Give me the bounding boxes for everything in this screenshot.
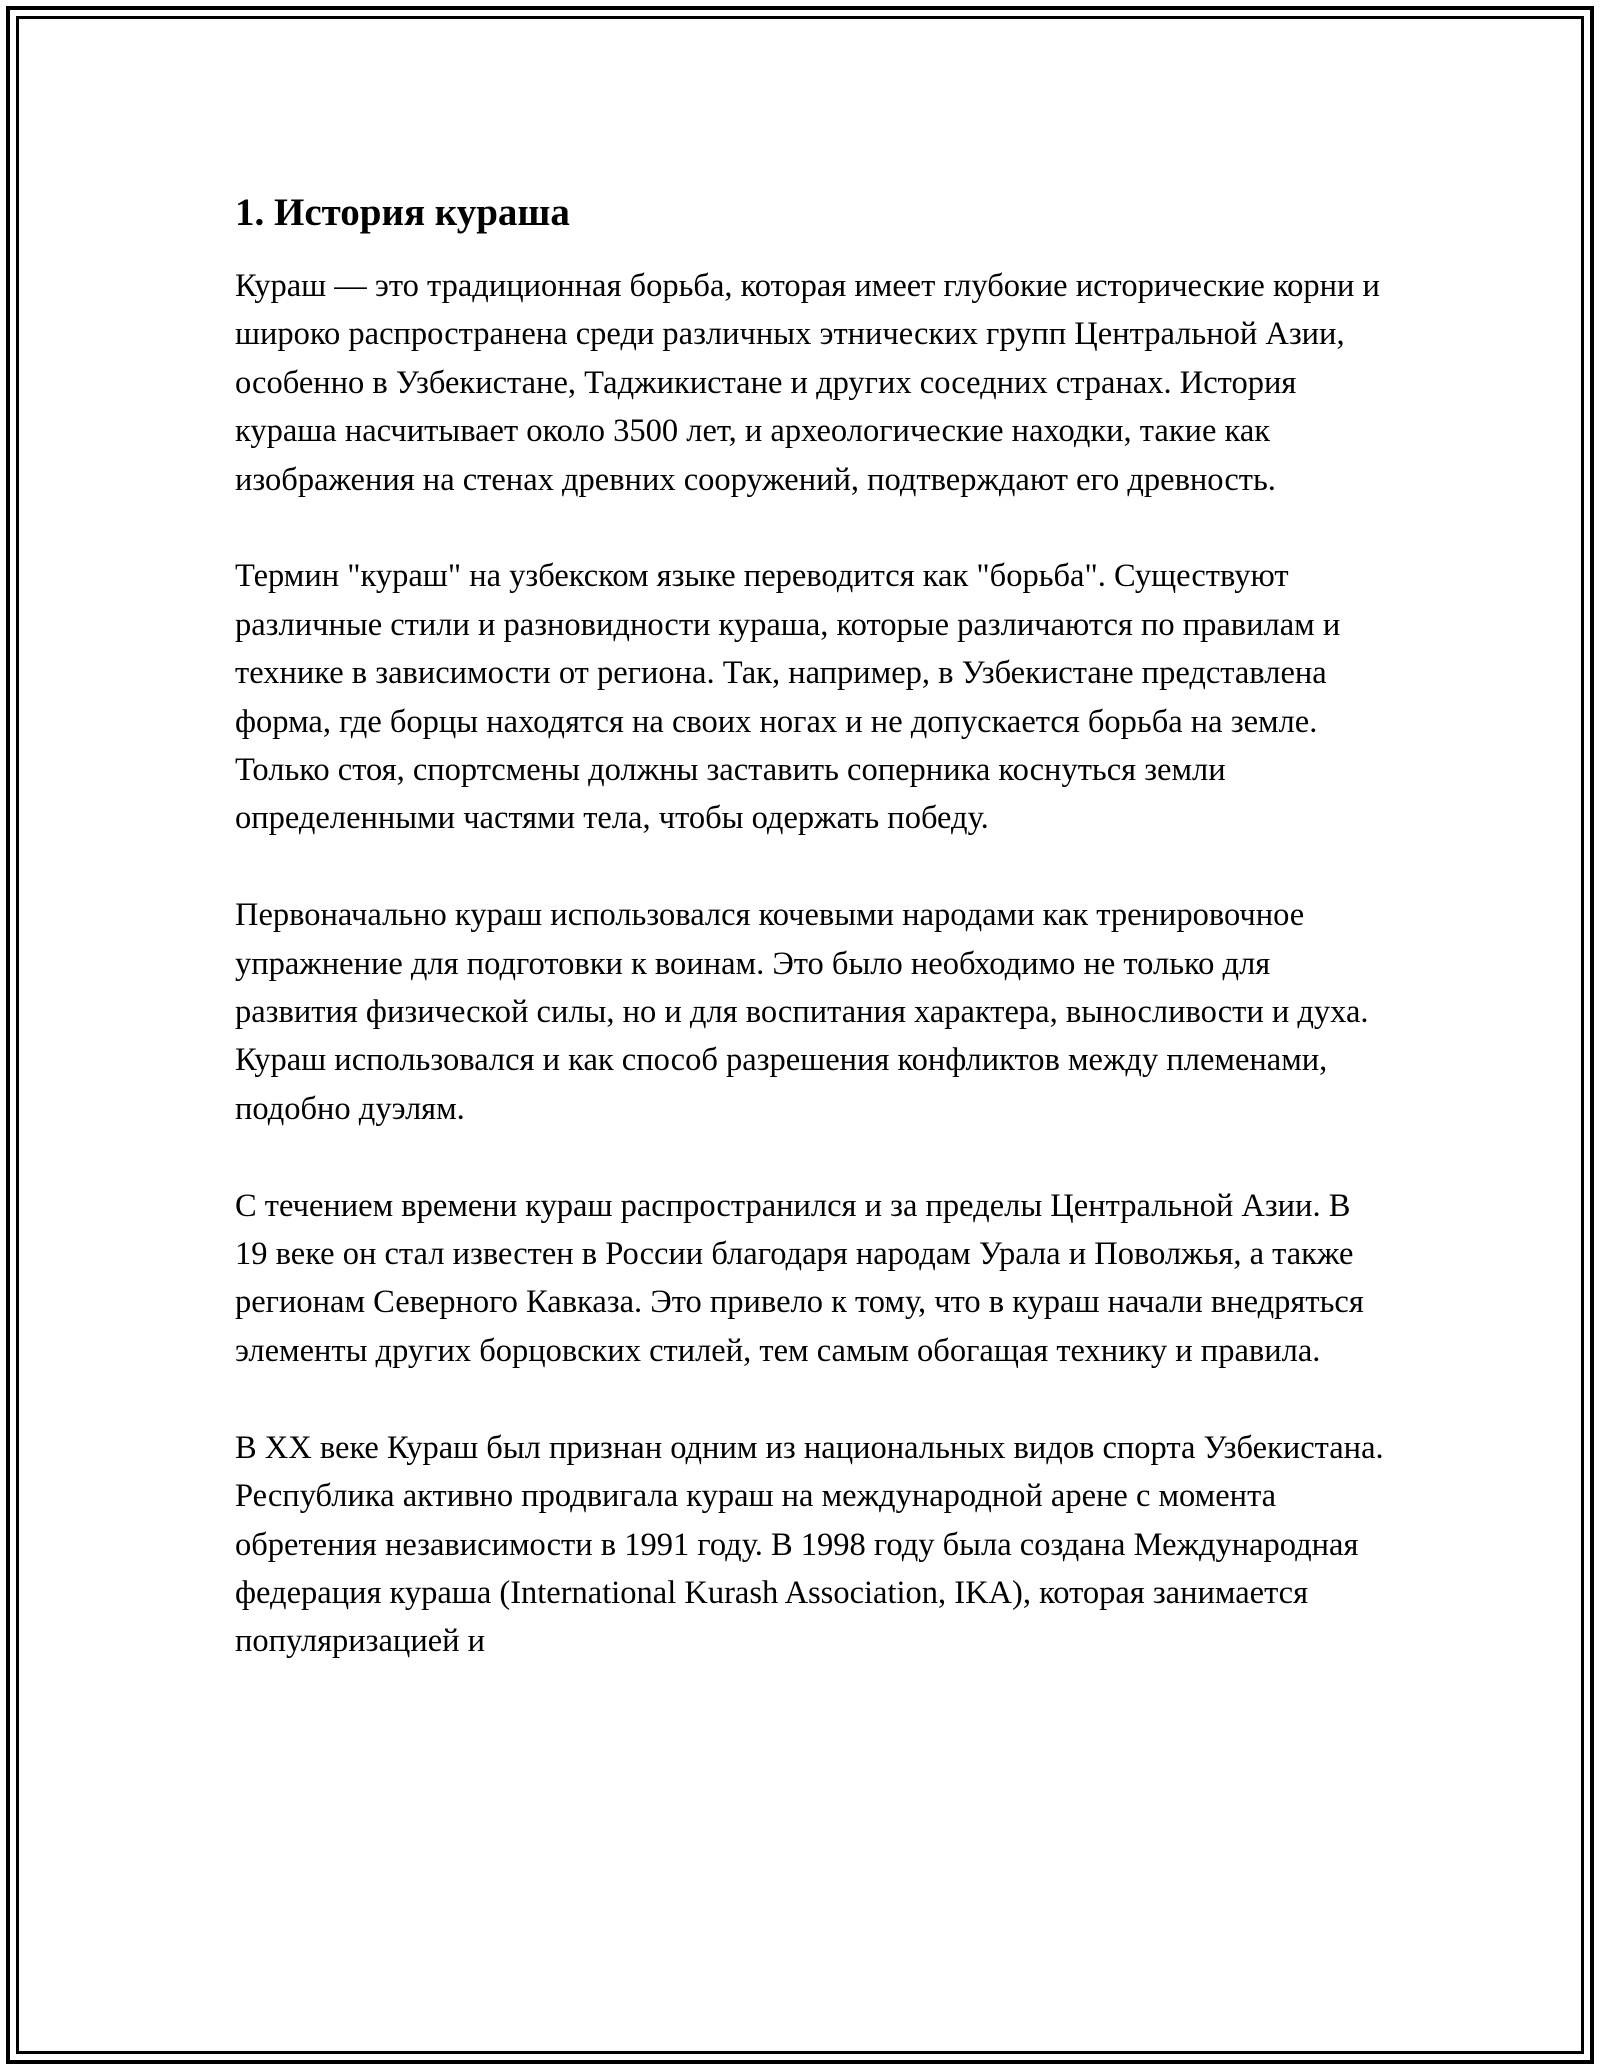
paragraph-nomadic-origins: Первоначально кураш использовался кочевыми народами как тренировочное упражнение для подготовки к воинам. Это было необходимо не только для развития физической силы, но и для воспитания характера, выносливости и духа. Кураш использовался и как способ разрешения конфликтов между племенами, подобно дуэлям. xyxy=(235,897,1369,1127)
paragraph-term-meaning: Термин "кураш" на узбекском языке переводится как "борьба". Существуют различные стили и разновидности кураша, которые различаются по правилам и технике в зависимости от региона. Так, например, в Узбекистане представлена форма, где борцы находятся на своих ногах и не допускается борьба на земле. Только стоя, спортсмены должны заставить соперника коснуться земли определенными частями тела, чтобы одержать победу. xyxy=(235,558,1341,837)
section-title: 1. История кураша xyxy=(235,191,570,234)
paragraph-20th-century: В XX веке Кураш был признан одним из национальных видов спорта Узбекистана. Республика активно продвигала кураш на международной арене с момента обретения независимости в 1991 году. В 1998 году была создана Международная федерация кураша (International Kurash Association, IKA), которая занимается популяризацией и xyxy=(235,1429,1384,1660)
document-body xyxy=(235,186,1385,1666)
paragraph-spread: С течением времени кураш распространился и за пределы Центральной Азии. В 19 веке он стал известен в России благодаря народам Урала и Поволжья, а также регионам Северного Кавказа. Это привело к тому, что в кураш начали внедряться элементы других борцовских стилей, тем самым обогащая технику и правила. xyxy=(235,1187,1364,1369)
paragraph-history-intro: Кураш — это традиционная борьба, которая имеет глубокие исторические корни и широко распространена среди различных этнических групп Центральной Азии, особенно в Узбекистане, Таджикистане и других соседних странах. История кураша насчитывает около 3500 лет, и археологические находки, такие как изображения на стенах древних сооружений, подтверждают его древность. xyxy=(235,268,1380,498)
